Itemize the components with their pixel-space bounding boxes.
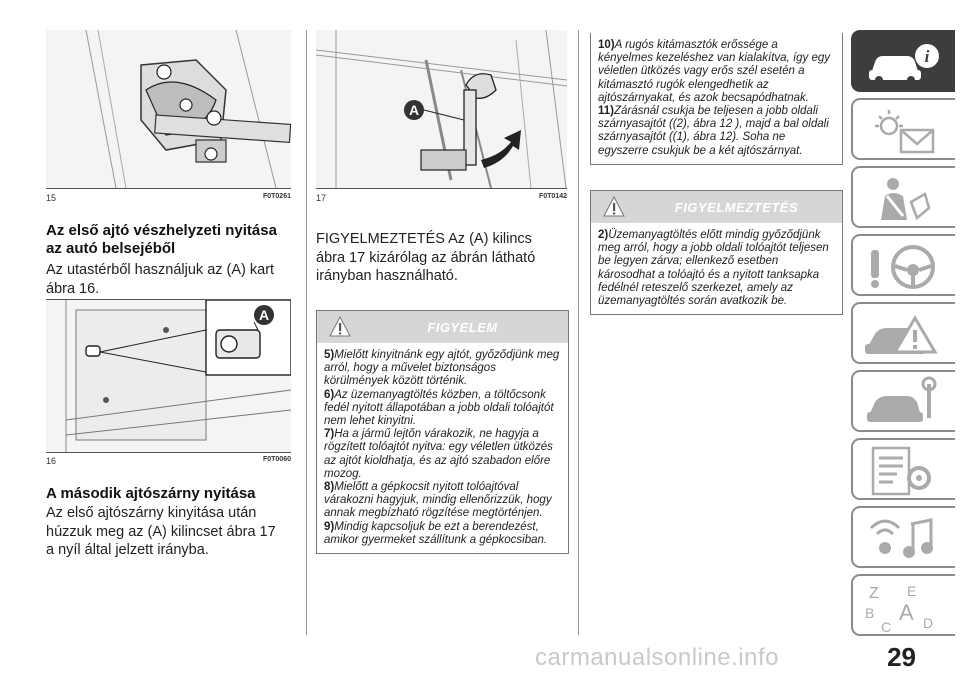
tab-multimedia[interactable] (851, 506, 955, 568)
dashboard-lights-icon (863, 104, 947, 158)
caution-title: FIGYELMEZTETÉS (674, 200, 799, 215)
note-number: 7) (324, 428, 335, 441)
column-rule (578, 30, 579, 635)
caution-notes (591, 223, 842, 314)
rear-door-handle-illustration (316, 30, 567, 188)
note-text: Mielőtt a gépkocsit nyitott tolóajtóval várakozni hagyjuk, mindig ellenőrizzük, hogy annak megbízható rögzítése megtörténjen. (324, 481, 552, 520)
callout-a: A (258, 307, 270, 323)
door-hinge-illustration (46, 30, 291, 188)
svg-text:D: D (923, 615, 934, 631)
body-paragraph: Az utastérből használjuk az (A) kart ábra 16. (46, 262, 275, 297)
note-number: 2) (598, 229, 609, 241)
technical-data-icon (863, 444, 947, 498)
section-heading-second-door: A második ajtószárny nyitása (46, 485, 256, 502)
note-text: Mielőtt kinyitnánk egy ajtót, győződjünk meg arról, hogy a művelet biztonságos körülmények között történik. (324, 349, 560, 388)
note-item (598, 229, 834, 308)
note-number: 9) (324, 520, 335, 533)
warning-header (317, 311, 568, 343)
index-icon (863, 580, 947, 634)
warning-notes-continued (590, 33, 843, 165)
maintenance-icon (863, 376, 947, 430)
warning-notes (317, 343, 568, 553)
tab-emergency[interactable] (851, 302, 955, 364)
note-item (324, 389, 560, 429)
warning-triangle-icon (329, 316, 351, 338)
car-info-icon (863, 36, 947, 90)
svg-text:A: A (899, 600, 914, 625)
note-text: Ha a jármű lejtőn várakozik, ne hagyja a rögzített tolóajtót nyitva: egy véletlen ütközés az ajtót kioldhatja, és az ajtó szabadon előre mozog. (324, 428, 553, 480)
note-text: Zárásnál csukja be teljesen a jobb oldali szárnyasajtót ((2), ábra 12 ), majd a bal oldali szárnyasajtót ((1), ábra 12). Soha ne egyszerre csukjuk be a két ajtószárnyat. (598, 105, 829, 157)
svg-text:Z: Z (869, 585, 879, 602)
tab-dashboard[interactable] (851, 98, 955, 160)
figure-16 (46, 299, 291, 453)
note-text: A rugós kitámasztók erőssége a kényelmes kezeléshez van kialakítva, így egy véletlen ütközés vagy erős szél esetén a kitámasztó rugók elengedhetik az ajtószárnyakat, és azok becsapódhatnak. (598, 39, 831, 104)
note-item (598, 39, 834, 105)
notes-top (591, 33, 842, 164)
body-paragraph: Az első ajtószárny kinyitása után húzzuk meg az (A) kilincset ábra 17 a nyíl által jelzett irányba. (46, 505, 276, 558)
tab-technical-data[interactable] (851, 438, 955, 500)
figure-code: F0T0261 (262, 193, 291, 200)
note-number: 5) (324, 349, 335, 361)
section-heading-emergency-door: Az első ajtó vészhelyzeti nyitása az autó belsejéből (46, 222, 277, 257)
note-number: 8) (324, 481, 335, 494)
warning-box (316, 310, 569, 554)
tab-car-info[interactable] (851, 30, 955, 92)
warning-title: FIGYELEM (427, 320, 498, 335)
callout-a: A (408, 102, 420, 118)
door-lever-illustration (46, 300, 291, 452)
note-text: Az üzemanyagtöltés közben, a töltőcsonk fedél nyitott állapotában a jobb oldali tolóajtót nem lehet kinyitni. (324, 388, 554, 428)
warning-triangle-icon (603, 196, 625, 218)
note-item (324, 349, 560, 389)
figure-15 (46, 30, 291, 189)
figure-number: 15 (46, 193, 57, 203)
note-number: 11) (598, 105, 614, 118)
caution-box (590, 190, 843, 315)
starting-driving-icon (863, 240, 947, 294)
emergency-icon (863, 308, 947, 362)
note-item (324, 481, 560, 521)
note-item (324, 428, 560, 481)
footer-watermark: carmanualsonline.info (535, 644, 779, 671)
column-rule (306, 30, 307, 635)
multimedia-icon (863, 512, 947, 566)
safety-icon (863, 172, 947, 226)
svg-text:C: C (881, 619, 892, 634)
svg-text:E: E (907, 583, 917, 599)
tab-index[interactable] (851, 574, 955, 636)
note-item (324, 521, 560, 547)
note-number: 6) (324, 388, 335, 401)
note-item (598, 105, 834, 158)
caution-header (591, 191, 842, 223)
svg-text:i: i (924, 47, 930, 66)
body-paragraph: FIGYELMEZTETÉS Az (A) kilincs ábra 17 kizárólag az ábrán látható irányban használható. (316, 231, 536, 284)
note-text: Üzemanyagtöltés előtt mindig győződjünk meg arról, hogy a jobb oldali tolóajtót teljesen be legyen zárva; ellenkező esetben károsodhat a tolóajtó és a nyitott tanksapka fedélnél reteszelő szerkezet, amely az üzemanyagtöltés során avatkozik be. (598, 229, 829, 308)
tab-starting-driving[interactable] (851, 234, 955, 296)
figure-17 (316, 30, 567, 189)
figure-number: 16 (46, 456, 57, 466)
svg-text:B: B (865, 605, 875, 621)
page-number: 29 (887, 642, 916, 672)
note-text: Mindig kapcsoljuk be ezt a berendezést, amikor gyermeket szállítunk a gépkocsiban. (324, 520, 548, 546)
note-number: 10) (598, 39, 615, 51)
figure-number: 17 (316, 193, 327, 203)
figure-code: F0T0060 (262, 456, 291, 463)
tab-safety[interactable] (851, 166, 955, 228)
tab-maintenance[interactable] (851, 370, 955, 432)
figure-code: F0T0142 (538, 193, 567, 200)
